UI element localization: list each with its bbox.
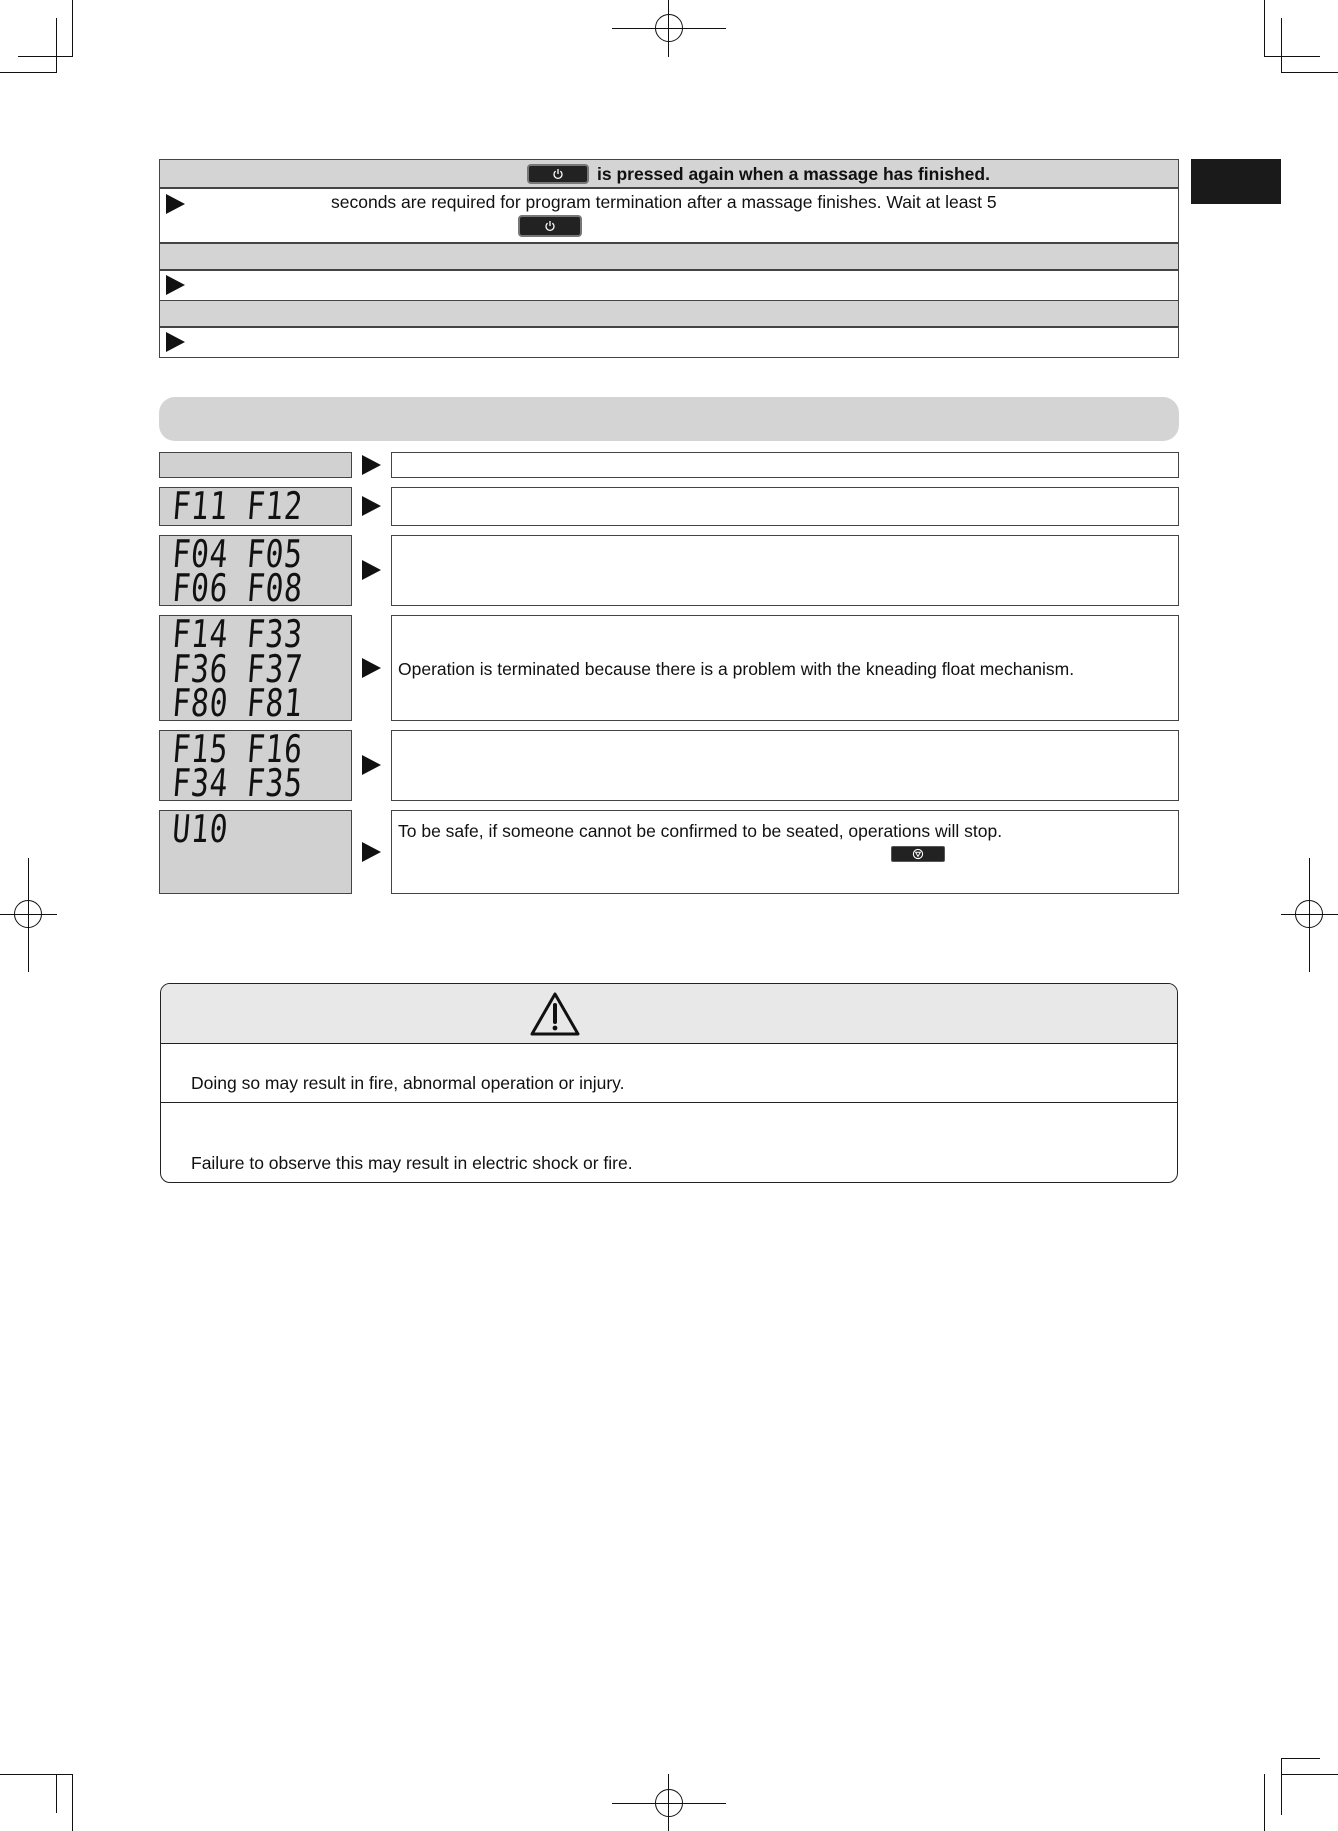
error-description (391, 730, 1179, 801)
triangle-right-icon (362, 496, 381, 516)
error-code-box (159, 452, 352, 478)
error-code-box: F15 F16 F34 F35 (159, 730, 352, 801)
error-description (391, 452, 1179, 478)
warning-box (160, 983, 1178, 1183)
warning-header (161, 984, 1177, 1044)
triangle-right-icon (362, 755, 381, 775)
error-description (391, 487, 1179, 526)
error-codes-section-title (159, 397, 1179, 441)
error-description: Operation is terminated because there is a problem with the kneading float mechanism. (391, 615, 1179, 721)
error-code-box: F14 F33 F36 F37 F80 F81 (159, 615, 352, 721)
warning-item1-text: Doing so may result in fire, abnormal operation or injury. (191, 1073, 625, 1093)
error-description: To be safe, if someone cannot be confirmed to be seated, operations will stop. (391, 810, 1179, 894)
trouble-row-body (159, 270, 1179, 301)
triangle-right-icon (362, 455, 381, 475)
triangle-right-icon (362, 560, 381, 580)
trouble-row-body-text: seconds are required for program termination after a massage finishes. Wait at least 5 (331, 192, 997, 212)
error-description (391, 535, 1179, 606)
power-icon (552, 168, 564, 180)
triangle-right-icon (166, 194, 185, 214)
stop-icon (912, 848, 924, 860)
power-button-image (527, 164, 589, 184)
warning-item2-text: Failure to observe this may result in electric shock or fire. (191, 1153, 633, 1173)
trouble-row-header-text: is pressed again when a massage has finished. (597, 164, 990, 184)
trouble-row-header (159, 243, 1179, 270)
error-code-box: U10 (159, 810, 352, 894)
triangle-right-icon (166, 332, 185, 352)
trouble-row-body (159, 327, 1179, 358)
power-icon (544, 220, 556, 232)
error-code-box: F04 F05 F06 F08 (159, 535, 352, 606)
triangle-right-icon (166, 275, 185, 295)
trouble-row-header (159, 300, 1179, 327)
warning-divider (161, 1102, 1177, 1103)
triangle-right-icon (362, 658, 381, 678)
stop-button-image (891, 846, 945, 862)
power-button-image (518, 215, 582, 237)
error-code-box: F11 F12 (159, 487, 352, 526)
triangle-right-icon (362, 842, 381, 862)
chapter-tab (1191, 159, 1281, 204)
warning-triangle-icon (529, 991, 581, 1037)
